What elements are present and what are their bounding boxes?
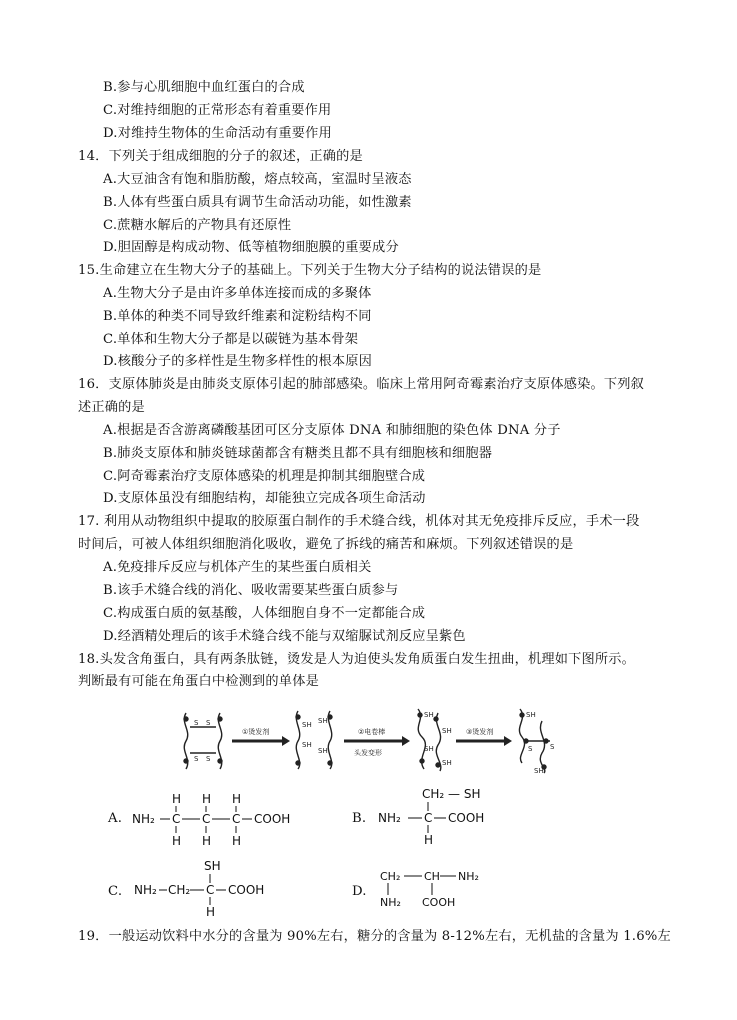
svg-text:COOH: COOH (254, 812, 291, 826)
svg-text:SH: SH (204, 859, 221, 873)
step-3-label: ③烫发剂 (466, 728, 494, 736)
arrow-3 (456, 736, 512, 746)
atom-sh: SH (318, 717, 328, 725)
q17-option-d: D.经酒精处理后的该手术缝合线不能与双缩脲试剂反应呈紫色 (103, 629, 466, 644)
q16-option-c: C.阿奇霉素治疗支原体感染的机理是抑制其细胞壁合成 (103, 469, 426, 484)
svg-text:CH: CH (424, 870, 440, 883)
atom-sh: SH (302, 741, 312, 749)
q14-option-c: C.蔗糖水解后的产物具有还原性 (103, 218, 292, 233)
atom-sh: SH (534, 767, 544, 775)
q14-option-d: D.胆固醇是构成动物、低等植物细胞膜的重要成分 (103, 240, 399, 255)
svg-text:COOH: COOH (448, 811, 485, 825)
question-18-stem-cont: 判断最有可能在角蛋白中检测到的单体是 (78, 674, 319, 689)
option-c: C.对维持细胞的正常形态有着重要作用 (103, 103, 332, 118)
svg-text:C: C (424, 811, 433, 825)
svg-text:CH₂: CH₂ (168, 883, 191, 897)
atom-s: S (206, 755, 211, 763)
svg-text:C: C (202, 812, 211, 826)
question-19-stem: 19．一般运动饮料中水分的含量为 90%左右，糖分的含量为 8-12%左右，无机盐的含量为 1.6%左 (78, 929, 671, 944)
svg-text:C: C (232, 812, 241, 826)
option-d: D.对维持生物体的生命活动有重要作用 (103, 126, 332, 141)
choice-a-label: A. (108, 811, 123, 826)
question-15-stem: 15.生命建立在生物大分子的基础上。下列关于生物大分子结构的说法错误的是 (78, 263, 542, 278)
svg-text:C: C (172, 812, 181, 826)
svg-text:H: H (172, 834, 182, 848)
atom-sh: SH (442, 759, 452, 767)
question-14-stem: 14．下列关于组成细胞的分子的叙述，正确的是 (78, 149, 363, 164)
atom-sh: SH (424, 745, 434, 753)
atom-s: S (194, 755, 199, 763)
choice-a-structure (130, 790, 300, 848)
arrow-1 (232, 736, 290, 746)
q14-option-b: B.人体有些蛋白质具有调节生命活动功能，如性激素 (103, 195, 412, 210)
q15-option-b: B.单体的种类不同导致纤维素和淀粉结构不同 (103, 309, 372, 324)
question-16-stem-cont: 述正确的是 (78, 400, 145, 415)
q16-option-d: D.支原体虽没有细胞结构，却能独立完成各项生命活动 (103, 491, 426, 506)
svg-text:NH₂: NH₂ (378, 811, 401, 825)
svg-text:NH₂: NH₂ (458, 870, 479, 883)
atom-s: S (206, 719, 211, 727)
atom-s: S (550, 743, 555, 751)
q16-option-a: A.根据是否含游离磷酸基团可区分支原体 DNA 和肺细胞的染色体 DNA 分子 (103, 423, 561, 438)
q15-option-c: C.单体和生物大分子都是以碳链为基本骨架 (103, 332, 359, 347)
atom-s: S (194, 719, 199, 727)
svg-text:NH₂: NH₂ (134, 883, 157, 897)
choice-b-structure (376, 784, 526, 848)
q16-option-b: B.肺炎支原体和肺炎链球菌都含有糖类且都不具有细胞核和细胞器 (103, 446, 493, 461)
svg-text:COOH: COOH (422, 896, 456, 909)
choice-d-structure (378, 866, 498, 912)
svg-text:H: H (232, 834, 242, 848)
q14-option-a: A.大豆油含有饱和脂肪酸，熔点较高，室温时呈液态 (103, 172, 412, 187)
q17-option-b: B.该手术缝合线的消化、吸收需要某些蛋白质参与 (103, 583, 399, 598)
step-2-sublabel: 头发变形 (354, 749, 382, 757)
q15-option-d: D.核酸分子的多样性是生物多样性的根本原因 (103, 354, 373, 369)
stage-1-disulfide-strands (184, 713, 222, 769)
atom-s: S (528, 745, 533, 753)
svg-text:H: H (202, 834, 212, 848)
svg-text:H: H (232, 792, 242, 806)
arrow-2 (344, 736, 410, 746)
question-16-stem: 16．支原体肺炎是由肺炎支原体引起的肺部感染。临床上常用阿奇霉素治疗支原体感染。下列叙 (78, 377, 645, 392)
atom-sh: SH (442, 727, 452, 735)
choice-b-label: B. (352, 811, 367, 826)
choice-c-structure (132, 856, 282, 920)
atom-sh: SH (318, 747, 328, 755)
q15-option-a: A.生物大分子是由许多单体连接而成的多聚体 (103, 286, 372, 301)
svg-text:NH₂: NH₂ (132, 812, 155, 826)
svg-text:NH₂: NH₂ (380, 896, 401, 909)
svg-text:H: H (202, 792, 212, 806)
svg-text:CH₂: CH₂ (380, 870, 401, 883)
step-2-label: ②电卷棒 (358, 728, 386, 736)
svg-text:COOH: COOH (228, 883, 265, 897)
svg-text:H: H (424, 833, 434, 847)
atom-sh: SH (302, 721, 312, 729)
question-17-stem: 17. 利用从动物组织中提取的胶原蛋白制作的手术缝合线，机体对其无免疫排斥反应，手术一段 (78, 514, 640, 529)
atom-sh: SH (424, 711, 434, 719)
svg-text:CH₂ — SH: CH₂ — SH (422, 787, 481, 801)
question-18-stem: 18.头发含角蛋白，具有两条肽链，烫发是人为迫使头发角质蛋白发生扭曲，机理如下图所示。 (78, 652, 636, 667)
perm-mechanism-diagram (170, 705, 570, 775)
question-17-stem-cont: 时间后，可被人体组织细胞消化吸收，避免了拆线的痛苦和麻烦。下列叙述错误的是 (78, 537, 574, 552)
choice-c-label: C. (108, 884, 123, 899)
svg-text:H: H (172, 792, 182, 806)
atom-sh: SH (526, 711, 536, 719)
choice-d-label: D. (352, 884, 367, 899)
svg-text:C: C (206, 883, 215, 897)
q17-option-c: C.构成蛋白质的氨基酸，人体细胞自身不一定都能合成 (103, 606, 426, 621)
step-1-label: ①烫发剂 (242, 728, 270, 736)
option-b: B.参与心肌细胞中血红蛋白的合成 (103, 80, 305, 95)
svg-text:H: H (206, 905, 216, 919)
q17-option-a: A.免疫排斥反应与机体产生的某些蛋白质相关 (103, 560, 372, 575)
